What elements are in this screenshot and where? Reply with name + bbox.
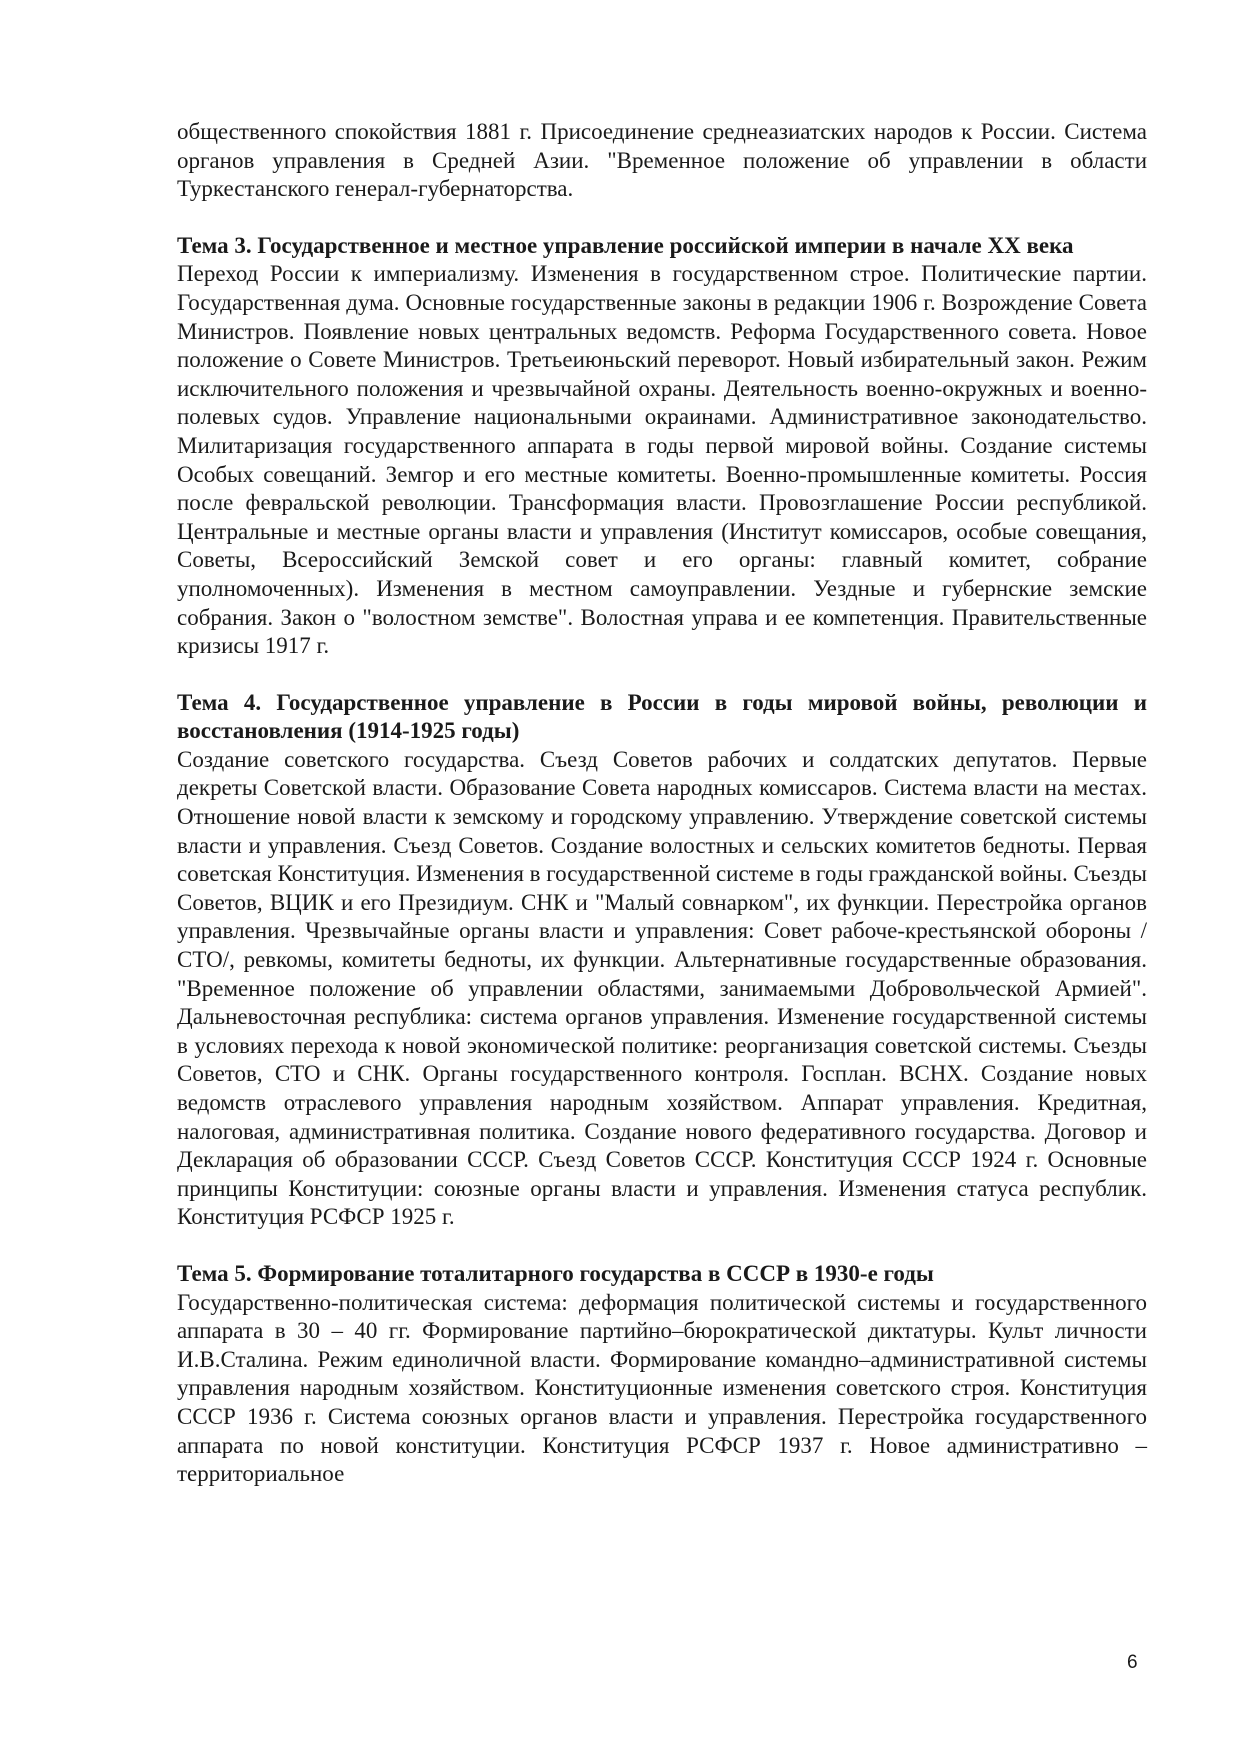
intro-paragraph: общественного спокойствия 1881 г. Присоединение среднеазиатских народов к России. Система органов управления в Средней Азии. "Временное положение об управлении в области Туркестанского генерал-губернаторства. <box>177 119 1147 202</box>
topic-4-title: Тема 4. Государственное управление в России в годы мировой войны, революции и восстановления (1914-1925 годы) <box>177 689 1147 744</box>
topic-5-title: Тема 5. Формирование тоталитарного государства в СССР в 1930-е годы <box>177 1260 934 1286</box>
topic-3-section <box>177 232 1147 661</box>
topic-5-section <box>177 1260 1147 1489</box>
topic-3-body: Переход России к империализму. Изменения в государственном строе. Политические партии. Государственная дума. Основные государственные законы в редакции 1906 г. Возрождение Совета Министров. Появление новых центральных ведомств. Реформа Государственного совета. Новое положение о Совете Министров. Третьеиюньский переворот. Новый избирательный закон. Режим исключительного положения и чрезвычайной охраны. Деятельность военно-окружных и военно-полевых судов. Управление национальными окраинами. Административное законодательство. Милитаризация государственного аппарата в годы первой мировой войны. Создание системы Особых совещаний. Земгор и его местные комитеты. Военно-промышленные комитеты. Россия после февральской революции. Трансформация власти. Провозглашение России республикой. Центральные и местные органы власти и управления (Институт комиссаров, особые совещания, Советы, Всероссийский Земской совет и его органы: главный комитет, собрание уполномоченных). Изменения в местном самоуправлении. Уездные и губернские земские собрания. Закон о "волостном земстве". Волостная управа и ее компетенция. Правительственные кризисы 1917 г. <box>177 261 1147 659</box>
topic-4-section <box>177 689 1147 1232</box>
topic-5-body: Государственно-политическая система: деформация политической системы и государственного аппарата в 30 – 40 гг. Формирование партийно–бюрократической диктатуры. Культ личности И.В.Сталина. Режим единоличной власти. Формирование командно–административной системы управления народным хозяйством. Конституционные изменения советского строя. Конституция СССР 1936 г. Система союзных органов власти и управления. Перестройка государственного аппарата по новой конституции. Конституция РСФСР 1937 г. Новое административно – территориальное <box>177 1289 1147 1487</box>
page-content <box>177 118 1147 1489</box>
topic-3-title: Тема 3. Государственное и местное управление российской империи в начале XX века <box>177 232 1074 258</box>
topic-4-body: Создание советского государства. Съезд Советов рабочих и солдатских депутатов. Первые декреты Советской власти. Образование Совета народных комиссаров. Система власти на местах. Отношение новой власти к земскому и городскому управлению. Утверждение советской системы власти и управления. Съезд Советов. Создание волостных и сельских комитетов бедноты. Первая советская Конституция. Изменения в государственной системе в годы гражданской войны. Съезды Советов, ВЦИК и его Президиум. СНК и "Малый совнарком", их функции. Перестройка органов управления. Чрезвычайные органы власти и управления: Совет рабоче-крестьянской обороны /СТО/, ревкомы, комитеты бедноты, их функции. Альтернативные государственные образования. "Временное положение об управлении областями, занимаемыми Добровольческой Армией". Дальневосточная республика: система органов управления. Изменение государственной системы в условиях перехода к новой экономической политике: реорганизация советской системы. Съезды Советов, СТО и СНК. Органы государственного контроля. Госплан. ВСНХ. Создание новых ведомств отраслевого управления народным хозяйством. Аппарат управления. Кредитная, налоговая, административная политика. Создание нового федеративного государства. Договор и Декларация об образовании СССР. Съезд Советов СССР. Конституция СССР 1924 г. Основные принципы Конституции: союзные органы власти и управления. Изменения статуса республик. Конституция РСФСР 1925 г. <box>177 746 1147 1230</box>
page-number: 6 <box>1127 1652 1138 1673</box>
